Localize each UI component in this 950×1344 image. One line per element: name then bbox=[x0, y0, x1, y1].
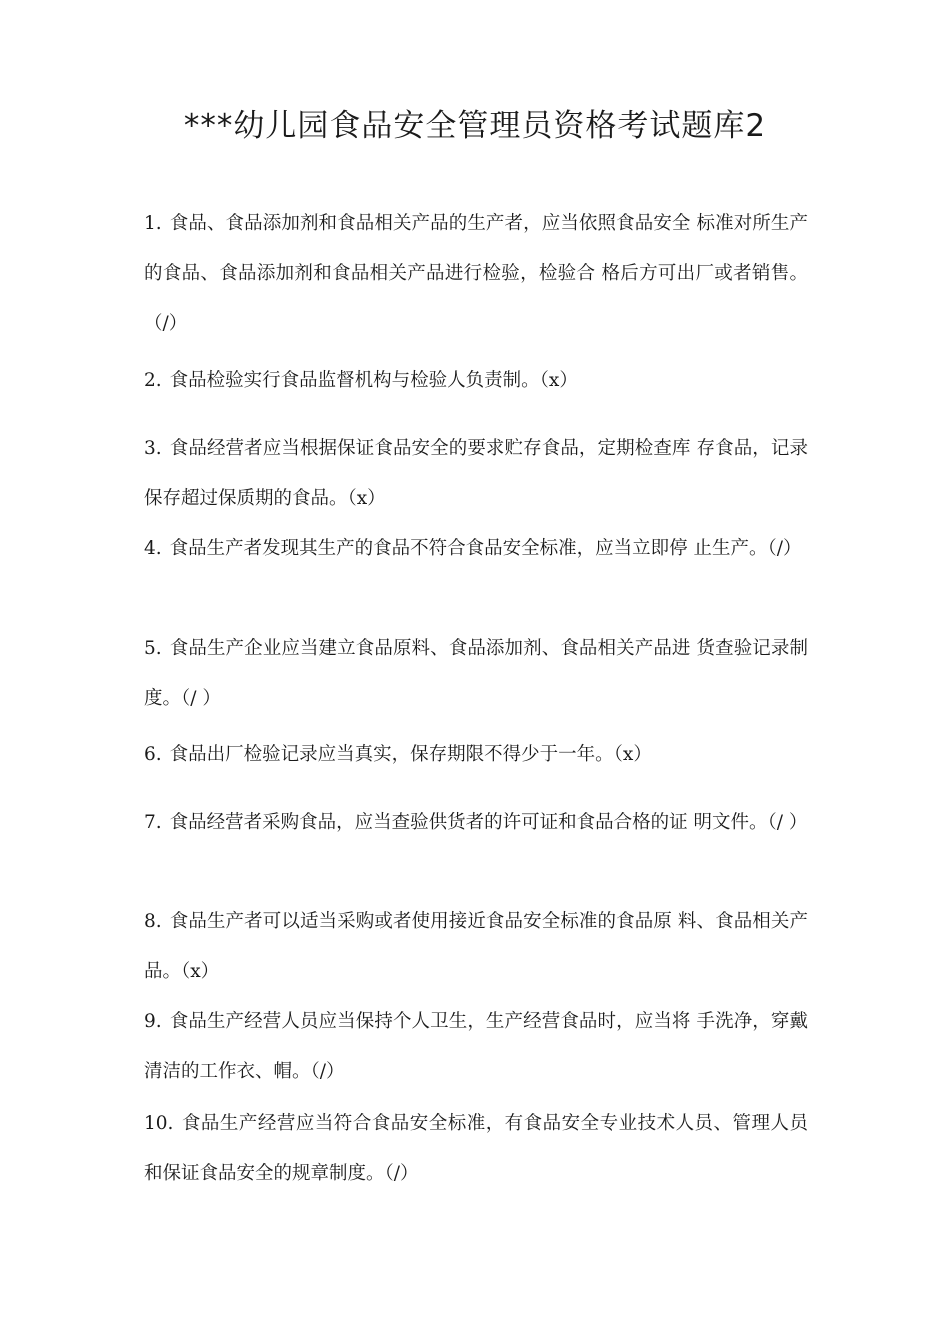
question-text: 食品生产经营人员应当保持个人卫生，生产经营食品时，应当将 手洗净，穿戴清洁的工作衣、帽。（/） bbox=[144, 1011, 808, 1082]
question-number: 5. bbox=[144, 638, 162, 659]
question-text: 食品经营者采购食品，应当查验供货者的许可证和食品合格的证 明文件。（/ ） bbox=[169, 812, 808, 833]
question-text: 食品经营者应当根据保证食品安全的要求贮存食品，定期检查库 存食品，记录保存超过保质期的食品。（x） bbox=[144, 438, 808, 509]
question-item bbox=[144, 424, 808, 524]
question-number: 3. bbox=[144, 438, 162, 459]
question-item bbox=[144, 798, 808, 848]
question-item bbox=[144, 624, 808, 724]
question-text: 食品生产者可以适当采购或者使用接近食品安全标准的食品原 料、食品相关产品。（x） bbox=[144, 911, 808, 982]
question-text: 食品生产经营应当符合食品安全标准，有食品安全专业技术人员、管理人员和保证食品安全的规章制度。（/） bbox=[144, 1113, 808, 1184]
question-number: 9. bbox=[144, 1011, 162, 1032]
question-item bbox=[144, 356, 808, 406]
question-number: 7. bbox=[144, 812, 162, 833]
page-title: ***幼儿园食品安全管理员资格考试题库2 bbox=[183, 108, 767, 144]
question-number: 8. bbox=[144, 911, 162, 932]
question-number: 4. bbox=[144, 538, 162, 559]
question-number: 2. bbox=[144, 370, 162, 391]
question-text: 食品生产企业应当建立食品原料、食品添加剂、食品相关产品进 货查验记录制度。（/ ） bbox=[144, 638, 808, 709]
question-text: 食品出厂检验记录应当真实，保存期限不得少于一年。（x） bbox=[169, 744, 652, 765]
question-number: 10. bbox=[144, 1113, 174, 1134]
question-item bbox=[144, 730, 808, 780]
question-item bbox=[144, 199, 808, 349]
question-item bbox=[144, 897, 808, 997]
question-item bbox=[144, 997, 808, 1097]
question-text: 食品检验实行食品监督机构与检验人负责制。（x） bbox=[169, 370, 578, 391]
question-number: 1. bbox=[144, 213, 162, 234]
question-number: 6. bbox=[144, 744, 162, 765]
question-text: 食品、食品添加剂和食品相关产品的生产者，应当依照食品安全 标准对所生产的食品、食品添加剂和食品相关产品进行检验，检验合 格后方可出厂或者销售。（/） bbox=[144, 213, 808, 334]
question-item bbox=[144, 524, 808, 574]
question-item bbox=[144, 1099, 808, 1199]
question-text: 食品生产者发现其生产的食品不符合食品安全标准，应当立即停 止生产。（/） bbox=[169, 538, 802, 559]
